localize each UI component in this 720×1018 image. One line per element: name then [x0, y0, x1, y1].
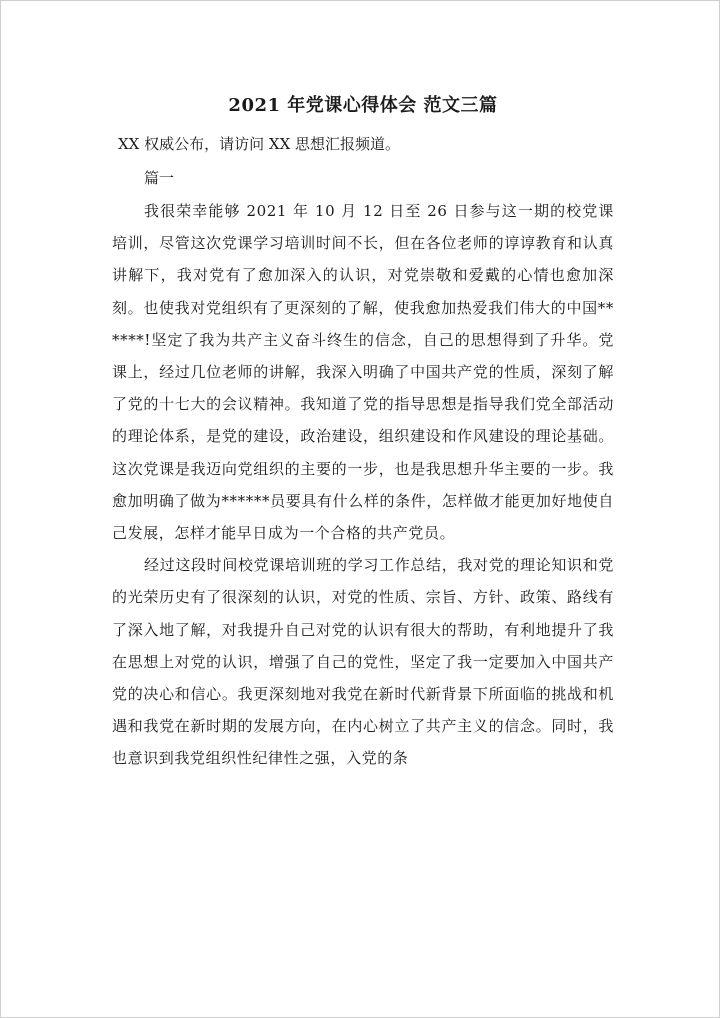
- document-title: 2021 年党课心得体会 范文三篇: [228, 95, 498, 116]
- intro-line: XX 权威公布，请访问 XX 思想汇报频道。: [118, 135, 401, 153]
- document-body: [112, 91, 614, 775]
- section-label: 篇一: [144, 169, 175, 187]
- paragraph-2: 经过这段时间校党课培训班的学习工作总结，我对党的理论知识和党的光荣历史有了很深刻的认识，对党的性质、宗旨、方针、政策、路线有了深入地了解，对我提升自己对党的认识有很大的帮助，有利地提升了我在思想上对党的认识，增强了自己的党性，坚定了我一定要加入中国共产党的决心和信心。我更深刻地对我党在新时代新背景下所面临的挑战和机遇和我党在新时期的发展方向，在内心树立了共产主义的信念。同时，我也意识到我党组织性纪律性之强，入党的条: [112, 556, 614, 768]
- paragraph-1: 我很荣幸能够 2021 年 10 月 12 日至 26 日参与这一期的校党课培训，尽管这次党课学习培训时间不长，但在各位老师的谆谆教育和认真讲解下，我对党有了愈加深入的认识，对党崇敬和爱戴的心情也愈加深刻。也使我对党组织有了更深刻的了解，使我愈加热爱我们伟大的中国******!坚定了我为共产主义奋斗终生的信念，自己的思想得到了升华。党课上，经过几位老师的讲解，我深入明确了中国共产党的性质，深刻了解了党的十七大的会议精神。我知道了党的指导思想是指导我们党全部活动的理论体系，是党的建设，政治建设，组织建设和作风建设的理论基础。这次党课是我迈向党组织的主要的一步，也是我思想升华主要的一步。我愈加明确了做为******员要具有什么样的条件，怎样做才能更加好地使自己发展，怎样才能早日成为一个合格的共产党员。: [112, 202, 614, 543]
